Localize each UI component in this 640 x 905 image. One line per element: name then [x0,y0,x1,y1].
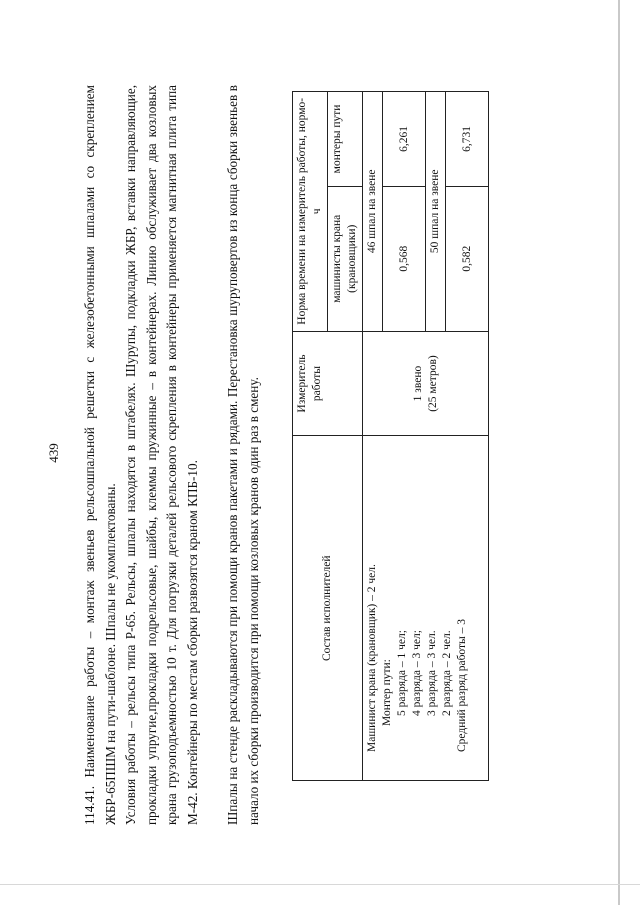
value-fitters-1: 6,261 [383,91,426,186]
row-label-2: 50 шпал на звене [426,91,446,331]
crew-fitters-title: Монтер пути: [381,658,393,726]
header-unit: Измеритель работы [293,331,363,436]
unit-line2: (25 метров) [426,354,439,412]
crew-grade4: 4 разряда – 3 чел; [411,629,423,716]
scan-edge-right [618,0,620,905]
crew-crane: Машинист крана (крановщик) – 2 чел. [366,563,378,752]
unit-cell [363,331,489,436]
header-track-fitters: монтеры пути [328,91,363,186]
row-label-1: 46 шпал на звене [363,91,383,331]
crew-grade2: 2 разряда – 2 чел. [441,629,453,716]
value-crane-1: 0,568 [383,186,426,331]
table-header-row [293,91,328,780]
value-fitters-2: 6,731 [446,91,489,186]
header-crane-operators: машинисты крана (крановщики) [328,186,363,331]
page-number: 439 [46,442,61,463]
header-norm: Норма времени на измеритель работы, нормо-ч [293,91,328,331]
rotated-page [40,63,600,843]
crew-grade3: 3 разряда – 3 чел. [426,629,438,716]
crew-cell [363,435,489,780]
norms-table-wrapper [292,91,489,781]
work-heading: 114.41. Наименование работы – монтаж звеньев рельсошпальной решетки с железобетонными шпалами со скреплением ЖБР-65ПШМ на пути-шаблоне. Шпалы не укомплектованы. [82,84,118,825]
norms-table [292,91,489,781]
header-crew: Состав исполнителей [293,435,363,780]
crew-grade5: 5 разряда – 1 чел; [396,629,408,716]
value-crane-2: 0,582 [446,186,489,331]
table-row [363,91,383,780]
sleepers-note: Шпалы на стенде раскладываются при помощи кранов пакетами и рядами. Перестановка шуруповертов из конца сборки звеньев в начало их сборки производится при помощи козловых кранов один раз в смену. [225,84,261,825]
scan-edge-bottom [0,884,640,885]
crew-average: Средний разряд работы – 3 [456,618,468,752]
unit-line1: 1 звено [411,365,424,401]
work-conditions: Условия работы – рельсы типа Р-65. Рельсы, шпалы находятся в штабелях. Шурупы, подкладки ЖБР, вставки направляющие, прокладки упругие,прокладки подрельсовые, шайбы, клеммы пружинные – в контейнерах. Линию обслуживает два козловых крана грузоподъемностью 10 т. Для погрузки деталей рельсового скрепления в контейнеры применяется магнитная плита типа М-42. Контейнеры по местам сборки развозятся краном КПБ-10. [123,84,200,825]
